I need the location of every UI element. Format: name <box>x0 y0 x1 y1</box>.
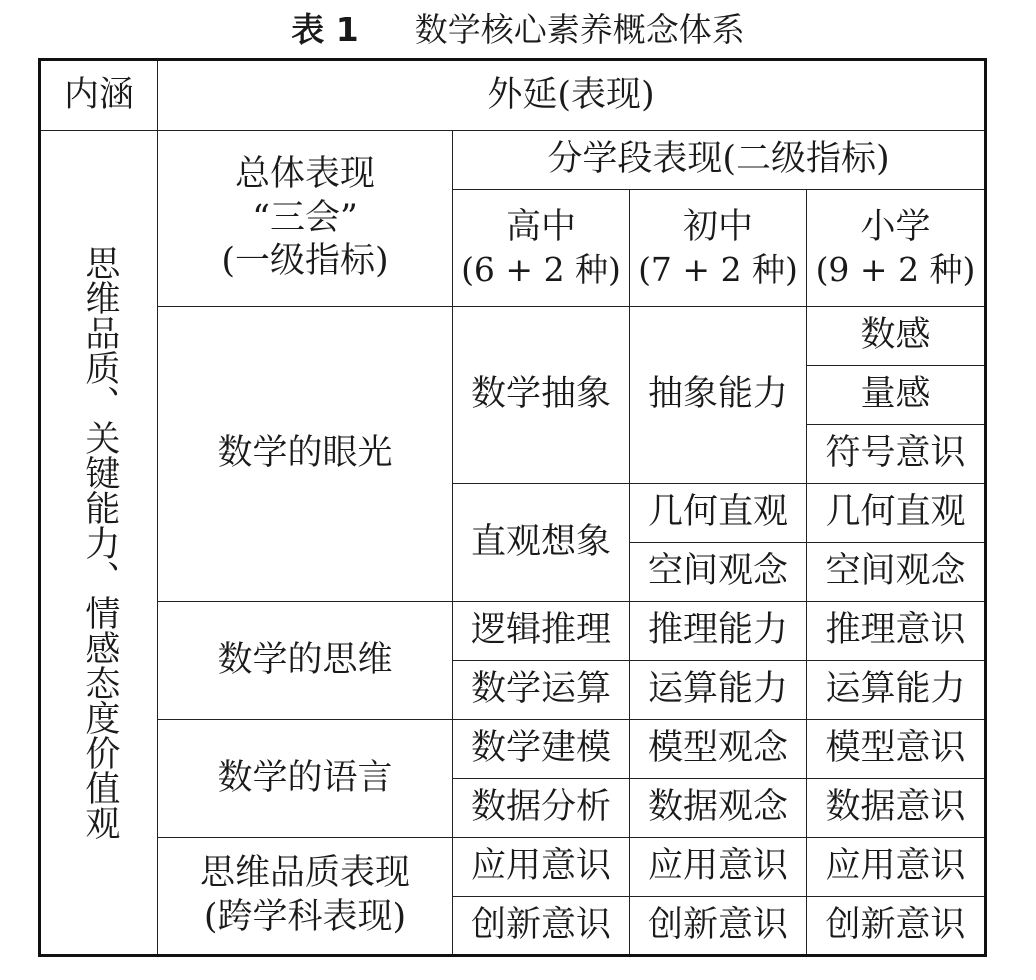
cell-ps-operation: 运算能力 <box>807 661 986 720</box>
table-row <box>40 720 986 779</box>
stage-primary-school <box>807 190 986 307</box>
cell-ps-quantity-sense: 量感 <box>807 366 986 425</box>
cell-ms-data: 数据观念 <box>630 779 807 838</box>
cell-ms-model: 模型观念 <box>630 720 807 779</box>
group-quality <box>158 838 453 956</box>
cell-ps-symbol: 符号意识 <box>807 425 986 484</box>
caption-title: 数学核心素养概念体系 <box>414 10 745 49</box>
cell-hs-logic: 逻辑推理 <box>453 602 630 661</box>
group-quality-line2: (跨学科表现) <box>203 897 407 937</box>
header-connotation: 内涵 <box>40 60 158 131</box>
cell-ps-innovation: 创新意识 <box>807 897 986 956</box>
stage-count: (9 + 2 种) <box>815 250 976 290</box>
header-row <box>40 60 986 131</box>
overall-subtitle: “三会” <box>252 197 358 238</box>
cell-ms-space: 空间观念 <box>630 543 807 602</box>
stage-high-school <box>453 190 630 307</box>
cell-hs-application: 应用意识 <box>453 838 630 897</box>
cell-ps-geometry: 几何直观 <box>807 484 986 543</box>
overall-header <box>158 131 453 307</box>
caption-label: 表 1 <box>291 10 359 49</box>
table-row <box>40 307 986 366</box>
cell-hs-abstraction: 数学抽象 <box>453 307 630 484</box>
group-language: 数学的语言 <box>158 720 453 838</box>
table-row <box>40 602 986 661</box>
cell-ms-application: 应用意识 <box>630 838 807 897</box>
stage-count: (6 + 2 种) <box>461 250 621 290</box>
cell-ms-geometry: 几何直观 <box>630 484 807 543</box>
cell-hs-data: 数据分析 <box>453 779 630 838</box>
table-row <box>40 838 986 897</box>
cell-ps-reasoning: 推理意识 <box>807 602 986 661</box>
cell-ps-number-sense: 数感 <box>807 307 986 366</box>
cell-ps-data: 数据意识 <box>807 779 986 838</box>
group-quality-line1: 思维品质表现 <box>199 853 410 894</box>
cell-ms-operation: 运算能力 <box>630 661 807 720</box>
stage-name: 小学 <box>860 206 931 247</box>
stage-header-row <box>40 131 986 190</box>
cell-hs-innovation: 创新意识 <box>453 897 630 956</box>
cell-ps-space: 空间观念 <box>807 543 986 602</box>
overall-title: 总体表现 <box>234 153 375 194</box>
stage-middle-school <box>630 190 807 307</box>
connotation-value: 思维品质、关键能力、情感态度价值观 <box>40 131 158 956</box>
cell-ps-application: 应用意识 <box>807 838 986 897</box>
cell-hs-operation: 数学运算 <box>453 661 630 720</box>
stage-name: 高中 <box>505 206 576 247</box>
cell-hs-intuition: 直观想象 <box>453 484 630 602</box>
cell-ps-model: 模型意识 <box>807 720 986 779</box>
concept-table <box>38 58 987 957</box>
overall-level: (一级指标) <box>221 241 389 282</box>
stage-name: 初中 <box>682 206 753 247</box>
stage-count: (7 + 2 种) <box>638 250 798 290</box>
header-extension: 外延(表现) <box>158 60 986 131</box>
cell-ms-innovation: 创新意识 <box>630 897 807 956</box>
group-vision: 数学的眼光 <box>158 307 453 602</box>
stage-header: 分学段表现(二级指标) <box>453 131 986 190</box>
cell-ms-reasoning: 推理能力 <box>630 602 807 661</box>
table-caption <box>0 6 1036 54</box>
group-thinking: 数学的思维 <box>158 602 453 720</box>
cell-hs-modeling: 数学建模 <box>453 720 630 779</box>
cell-ms-abstraction: 抽象能力 <box>630 307 807 484</box>
